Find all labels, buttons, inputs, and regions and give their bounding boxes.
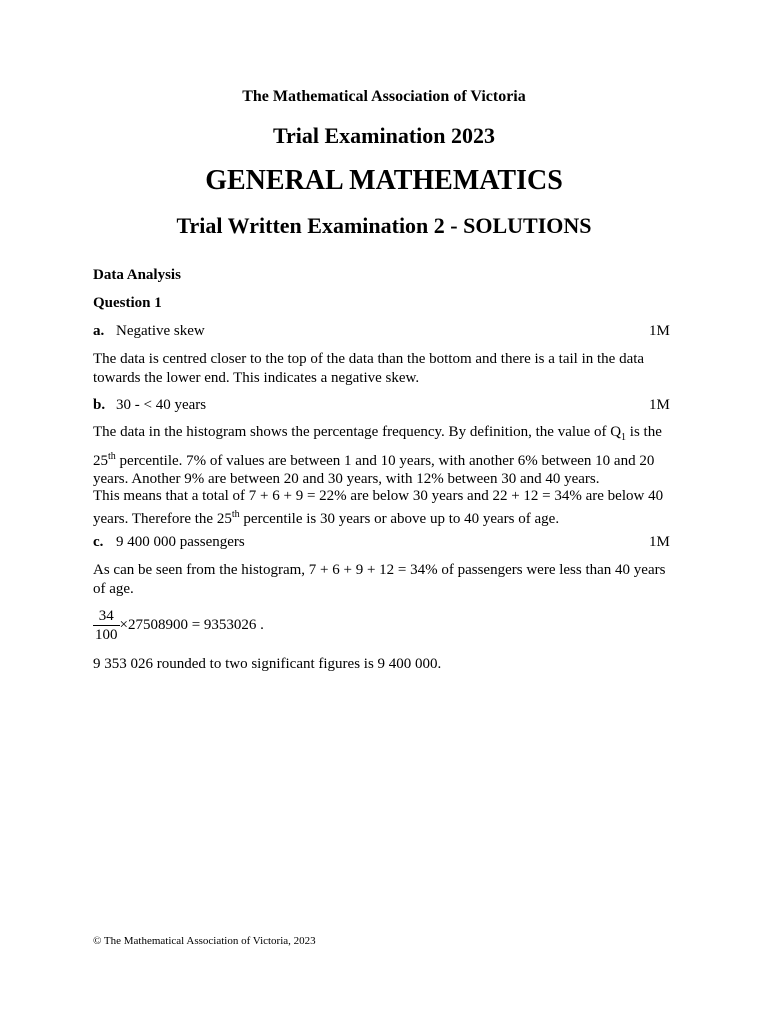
part-b-answer: 30 - < 40 years [116, 397, 207, 413]
part-b-explanation-2 [93, 487, 673, 528]
part-a-explanation: The data is centred closer to the top of the data than the bottom and there is a tail in the data towards the lower end. This indicates a negative skew. [93, 351, 645, 386]
fraction-numerator: 34 [93, 607, 120, 626]
part-a-answer: Negative skew [116, 323, 205, 339]
section-heading: Data Analysis [93, 267, 181, 283]
part-b-text: is the 25 [93, 424, 662, 469]
document-subtitle: Trial Written Examination 2 - SOLUTIONS [176, 213, 592, 238]
part-b-text: This means that a total of 7 + 6 + 9 = 22% are below 30 years and 22 + 12 = 34% are below 40 years. Therefore the 25 [93, 488, 664, 527]
part-c-answer: 9 400 000 passengers [116, 534, 245, 550]
part-c-answer-line [93, 533, 245, 551]
exam-heading: Trial Examination 2023 [272, 123, 496, 148]
part-c-letter: c. [93, 534, 104, 550]
part-c-marks: 1M [649, 534, 670, 550]
question-heading: Question 1 [93, 295, 162, 311]
fraction [93, 607, 120, 644]
part-b-text: percentile is 30 years or above up to 40 years of age. [239, 510, 560, 527]
fraction-denominator: 100 [95, 627, 118, 643]
part-b-marks: 1M [649, 397, 670, 413]
part-a-answer-line [93, 322, 205, 340]
part-b-answer-line [93, 396, 206, 414]
part-c-rounding: 9 353 026 rounded to two significant figures is 9 400 000. [93, 656, 442, 672]
part-b-text: percentile. 7% of values are between 1 and 10 years, with another 6% between 10 and 20 years. Another 9% are between 20 and 30 years, with 12% between 30 and 40 years. [93, 452, 655, 487]
part-b-explanation-1 [93, 423, 673, 489]
q1-subscript: 1 [621, 432, 627, 443]
copyright-footer: © The Mathematical Association of Victoria, 2023 [93, 935, 316, 947]
part-c-explanation: As can be seen from the histogram, 7 + 6 + 9 + 12 = 34% of passengers were less than 40 years of age. [93, 562, 666, 597]
calculation-expression: ×27508900 = 9353026 . [119, 617, 264, 633]
part-a-marks: 1M [649, 323, 670, 339]
ordinal-superscript: th [231, 508, 240, 520]
ordinal-superscript: th [108, 450, 116, 462]
organisation-heading: The Mathematical Association of Victoria [242, 88, 526, 105]
part-a-letter: a. [93, 323, 105, 339]
calculation-line [93, 607, 264, 644]
part-b-text: The data in the histogram shows the percentage frequency. By definition, the value of Q [93, 424, 622, 440]
subject-title: GENERAL MATHEMATICS [205, 165, 563, 196]
part-b-letter: b. [93, 397, 106, 413]
